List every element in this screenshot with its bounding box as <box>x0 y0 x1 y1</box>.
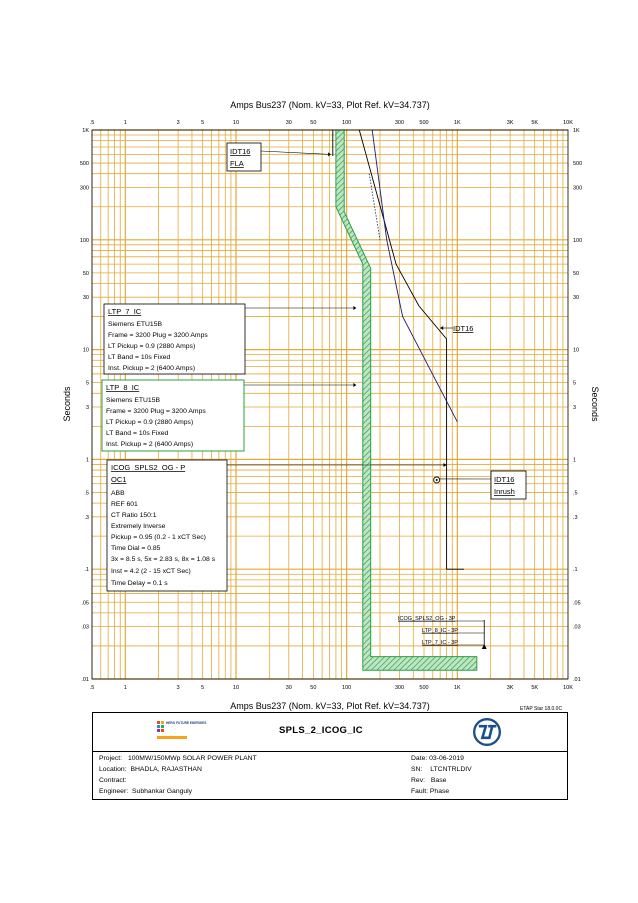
y-tick-label-right: .05 <box>573 600 581 607</box>
x-tick-label-top: 5K <box>531 120 539 126</box>
ltp7-line3: LT Pickup = 0.9 (2880 Amps) <box>108 343 196 350</box>
ltp8-line1: Siemens ETU15B <box>106 397 161 404</box>
chart-title: Amps Bus237 (Nom. kV=33, Plot Ref. kV=34.737) <box>230 100 430 110</box>
label-ltp7-3p: LTP_7_IC - 3P <box>422 640 458 646</box>
y-tick-label-right: .5 <box>573 490 578 497</box>
icog-line2: REF 601 <box>111 501 138 508</box>
x-tick-label-top: .5 <box>89 120 95 126</box>
engineer-value: Subhankar Ganguly <box>132 788 193 795</box>
ltp8-line2: Frame = 3200 Plug = 3200 Amps <box>106 408 206 415</box>
icog-line5: Pickup = 0.95 (0.2 - 1 xCT Sec) <box>111 534 206 541</box>
date-value: 03-06-2019 <box>429 755 464 762</box>
y-tick-label-left: .03 <box>81 624 89 631</box>
y-tick-label-left: 300 <box>79 185 89 192</box>
ltp7-line5: Inst. Pickup = 2 (6400 Amps) <box>108 365 196 372</box>
x-tick-label-top: 100 <box>342 120 352 126</box>
y-tick-label-right: 500 <box>573 161 583 168</box>
y-tick-label-left: 1K <box>82 128 89 134</box>
x-tick-label-bottom: 1 <box>123 685 127 691</box>
icog-line4: Extremely Inverse <box>111 523 166 530</box>
y-tick-label-left: 500 <box>79 161 89 168</box>
y-tick-label-left: 5 <box>85 380 89 387</box>
title-block-header <box>93 713 567 752</box>
location-label: Location: <box>99 766 127 773</box>
y-tick-label-left: 10 <box>82 347 89 354</box>
y-tick-label-left: .1 <box>84 567 89 574</box>
sn-value: LTCNTRLDIV <box>430 766 472 773</box>
x-tick-label-top: 10 <box>232 120 240 126</box>
lt-logo <box>473 718 501 746</box>
x-tick-label-bottom: 500 <box>419 685 429 691</box>
y-tick-label-left: 50 <box>82 270 89 277</box>
icog-arrow <box>444 463 447 467</box>
y-tick-label-left: .3 <box>84 514 89 521</box>
curves <box>227 130 491 670</box>
sn-label: SN: <box>411 766 423 773</box>
fla-leader <box>261 151 328 154</box>
x-tick-label-bottom: 1K <box>453 685 461 691</box>
label-icog-3p: ICOG_SPLS2_OG - 3P <box>398 616 456 622</box>
y-tick-label-right: .1 <box>573 567 578 574</box>
y-tick-label-right: 1K <box>573 128 580 134</box>
icog-sub: OC1 <box>111 475 127 484</box>
icog-line9: Time Delay = 0.1 s <box>111 580 168 587</box>
x-tick-label-top: 30 <box>285 120 292 126</box>
idt16-fla-name: IDT16 <box>230 147 251 156</box>
ltp7-line4: LT Band = 10s Fixed <box>108 354 171 361</box>
fault-label: Fault: <box>411 788 428 795</box>
y-axis-label-right: Seconds <box>590 386 600 422</box>
y-tick-label-right: .01 <box>573 677 581 683</box>
ltp8-arrow <box>353 383 356 387</box>
idt16-inrush-sub: Inrush <box>494 487 515 496</box>
idt16-fla-sub: FLA <box>230 159 244 168</box>
y-tick-label-right: 5 <box>573 380 577 387</box>
x-axis-label: Amps Bus237 (Nom. kV=33, Plot Ref. kV=34.737) <box>230 701 430 711</box>
y-tick-label-right: 100 <box>573 237 583 244</box>
title-block <box>92 712 568 800</box>
drawing-title: SPLS_2_ICOG_IC <box>279 725 363 736</box>
x-tick-label-top: 3K <box>506 120 514 126</box>
x-tick-label-top: 1 <box>123 120 127 126</box>
y-tick-label-left: 30 <box>82 295 89 302</box>
x-tick-label-bottom: 10K <box>563 685 573 691</box>
y-tick-label-right: 1 <box>573 457 577 464</box>
x-tick-label-bottom: 50 <box>310 685 317 691</box>
y-tick-label-left: .01 <box>81 677 89 683</box>
y-tick-label-right: .3 <box>573 514 578 521</box>
x-tick-label-bottom: 3 <box>176 685 180 691</box>
x-tick-label-bottom: 5 <box>201 685 205 691</box>
y-tick-label-right: 10 <box>573 347 580 354</box>
idt16-label: IDT16 <box>453 324 474 333</box>
study-info <box>411 753 472 797</box>
x-tick-label-top: 5 <box>201 120 205 126</box>
logo-text: HERO FUTURE ENERGIES <box>166 721 207 725</box>
ltp8-line3: LT Pickup = 0.9 (2880 Amps) <box>106 419 194 426</box>
x-tick-label-bottom: 300 <box>394 685 405 691</box>
idt16-inrush-name: IDT16 <box>494 475 515 484</box>
ltp7-name: LTP_7_IC <box>108 307 142 316</box>
y-tick-label-left: .05 <box>81 600 89 607</box>
icog-line6: Time Dial = 0.85 <box>111 545 161 552</box>
rev-value: Base <box>430 777 447 784</box>
location-value: BHADLA, RAJASTHAN <box>130 766 202 773</box>
contract-label: Contract: <box>99 777 127 784</box>
project-label: Project: <box>99 755 123 762</box>
y-tick-label-right: 30 <box>573 295 580 302</box>
y-tick-label-right: 3 <box>573 405 577 412</box>
software-tag: ETAP Star 18.0.0C <box>520 706 563 712</box>
date-label: Date: <box>411 755 428 762</box>
x-tick-label-bottom: 3K <box>506 685 514 691</box>
y-tick-label-left: 100 <box>79 237 89 244</box>
y-axis-label-left: Seconds <box>62 386 72 422</box>
x-tick-label-top: 50 <box>310 120 317 126</box>
x-tick-label-top: 1K <box>453 120 461 126</box>
label-ltp8-3p: LTP_8_IC - 3P <box>422 628 458 634</box>
icog-line1: ABB <box>111 490 125 497</box>
ltp8-name: LTP_8_IC <box>106 383 140 392</box>
ltp-band <box>336 130 477 670</box>
ltp8-line5: Inst. Pickup = 2 (6400 Amps) <box>106 441 194 448</box>
x-tick-label-top: 3 <box>176 120 180 126</box>
hero-future-energies-logo <box>157 719 207 745</box>
x-tick-label-top: 10K <box>563 120 573 126</box>
x-tick-label-bottom: .5 <box>89 685 95 691</box>
engineer-label: Engineer: <box>99 788 129 795</box>
y-tick-label-left: .5 <box>84 490 89 497</box>
idt16-arrow <box>440 326 443 330</box>
x-tick-label-bottom: 10 <box>232 685 240 691</box>
ltp7-arrow <box>353 306 356 310</box>
ltp7-line2: Frame = 3200 Plug = 3200 Amps <box>108 332 208 339</box>
fault-value: Phase <box>429 788 450 795</box>
ltp7-line1: Siemens ETU15B <box>108 321 163 328</box>
project-info <box>99 753 257 797</box>
y-tick-label-right: 300 <box>573 185 583 192</box>
ltp8-line4: LT Band = 10s Fixed <box>106 430 169 437</box>
icog-name: ICOG_SPLS2_OG - P <box>111 463 186 472</box>
x-tick-label-bottom: 5K <box>531 685 539 691</box>
y-tick-label-left: 1 <box>85 457 89 464</box>
y-tick-label-right: .03 <box>573 624 581 631</box>
inrush-point-center <box>436 479 438 481</box>
x-tick-label-top: 300 <box>394 120 405 126</box>
rev-label: Rev: <box>411 777 425 784</box>
x-tick-label-bottom: 30 <box>285 685 292 691</box>
icog-line8: Inst = 4.2 (2 - 15 xCT Sec) <box>111 568 191 575</box>
icog-line7: 3x = 8.5 s, 5x = 2.83 s, 8x = 1.08 s <box>111 556 216 563</box>
x-tick-label-top: 500 <box>419 120 429 126</box>
y-tick-label-right: 50 <box>573 270 580 277</box>
x-tick-label-bottom: 100 <box>342 685 352 691</box>
project-value: 100MW/150MWp SOLAR POWER PLANT <box>127 755 257 762</box>
y-tick-label-left: 3 <box>85 405 89 412</box>
icog-line3: CT Ratio 150:1 <box>111 512 157 519</box>
